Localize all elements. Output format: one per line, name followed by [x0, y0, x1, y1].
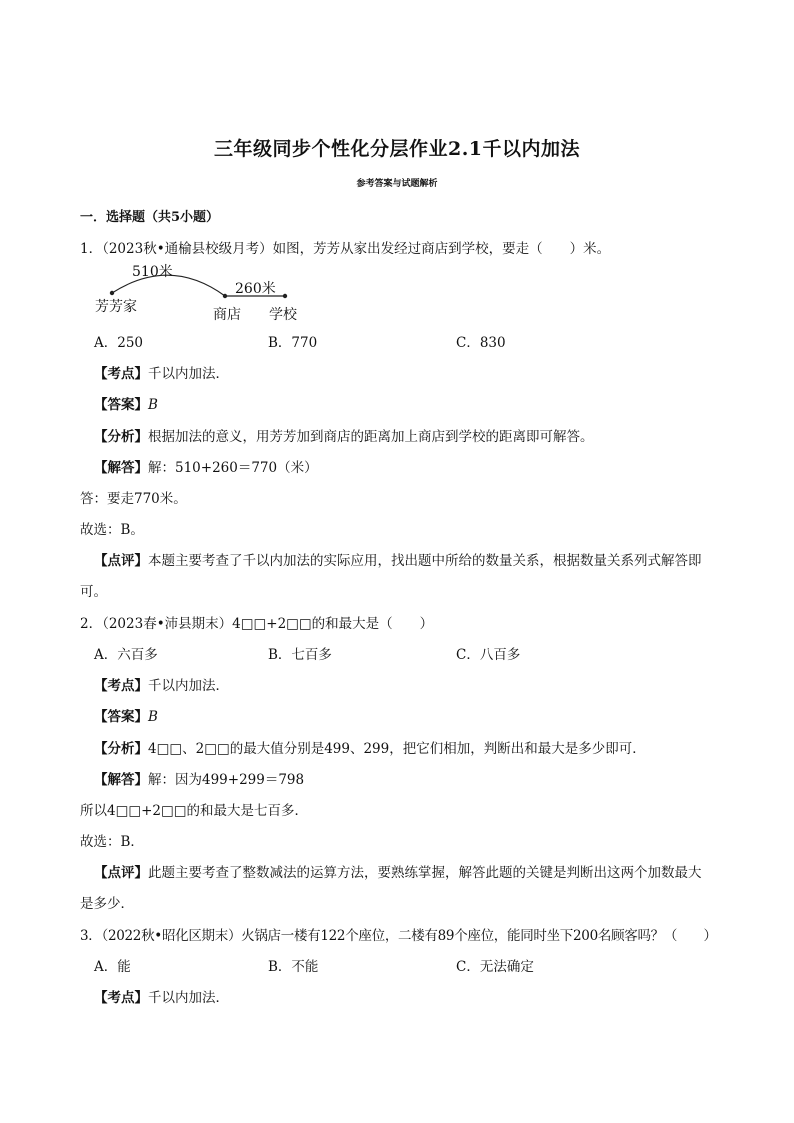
q2-comment: 【点评】此题主要考查了整数减法的运算方法，要熟练掌握，解答此题的关键是判断出这两个加数最大	[94, 865, 702, 881]
q1-solution: 【解答】解：510+260＝770（米）	[94, 460, 318, 476]
q2-option-b: B．七百多	[268, 647, 332, 663]
q2-answer: 【答案】B	[94, 709, 158, 725]
q2-choose-line: 故选：B．	[80, 834, 144, 850]
label-home: 芳芳家	[95, 299, 137, 315]
label-510: 510米	[132, 264, 173, 280]
label-shop: 商店	[213, 307, 241, 323]
q1-analysis: 【分析】根据加法的意义，用芳芳加到商店的距离加上商店到学校的距离即可解答。	[94, 429, 594, 445]
point-school	[283, 294, 287, 298]
q1-kaodian: 【考点】千以内加法．	[94, 366, 229, 382]
q2-kaodian: 【考点】千以内加法．	[94, 678, 229, 694]
point-shop	[223, 294, 227, 298]
page-title: 三年级同步个性化分层作业2.1千以内加法	[213, 138, 581, 160]
q3-kaodian: 【考点】千以内加法．	[94, 990, 229, 1006]
q2-option-a: A．六百多	[94, 647, 158, 663]
q1-option-a: A．250	[94, 335, 144, 351]
label-260: 260米	[235, 281, 276, 297]
q3-stem: 3．（2022秋•昭化区期末）火锅店一楼有122个座位，二楼有89个座位，能同时坐下200名顾客吗？（ ）	[80, 928, 717, 944]
q3-option-c: C．无法确定	[456, 959, 534, 975]
q1-choose-line: 故选：B。	[80, 522, 144, 538]
q1-option-c: C．830	[456, 335, 506, 351]
q2-option-c: C．八百多	[456, 647, 521, 663]
q1-answer-line: 答：要走770米。	[80, 491, 187, 507]
q1-option-b: B．770	[268, 335, 318, 351]
q2-analysis: 【分析】4□□、2□□的最大值分别是499、299，把它们相加，判断出和最大是多少即可．	[94, 741, 646, 757]
q3-option-b: B．不能	[268, 959, 319, 975]
q1-answer: 【答案】B	[94, 397, 158, 413]
page-subtitle: 参考答案与试题解析	[356, 179, 438, 189]
q2-solution: 【解答】解：因为499+299＝798	[94, 772, 305, 788]
q2-so-line: 所以4□□+2□□的和最大是七百多．	[80, 803, 309, 819]
q2-stem: 2．（2023春•沛县期末）4□□+2□□的和最大是（ ）	[80, 616, 434, 632]
q3-option-a: A．能	[94, 959, 131, 975]
q1-stem: 1．（2023秋•通榆县校级月考）如图，芳芳从家出发经过商店到学校，要走（ ）米。	[80, 241, 611, 257]
label-school: 学校	[269, 307, 297, 323]
q1-comment-cont: 可。	[80, 584, 107, 600]
q1-comment: 【点评】本题主要考查了千以内加法的实际应用，找出题中所给的数量关系，根据数量关系列式解答即	[94, 553, 702, 569]
section-heading: 一．选择题（共5小题）	[80, 210, 220, 225]
q2-comment-cont: 是多少．	[80, 896, 134, 912]
point-home	[110, 291, 114, 295]
